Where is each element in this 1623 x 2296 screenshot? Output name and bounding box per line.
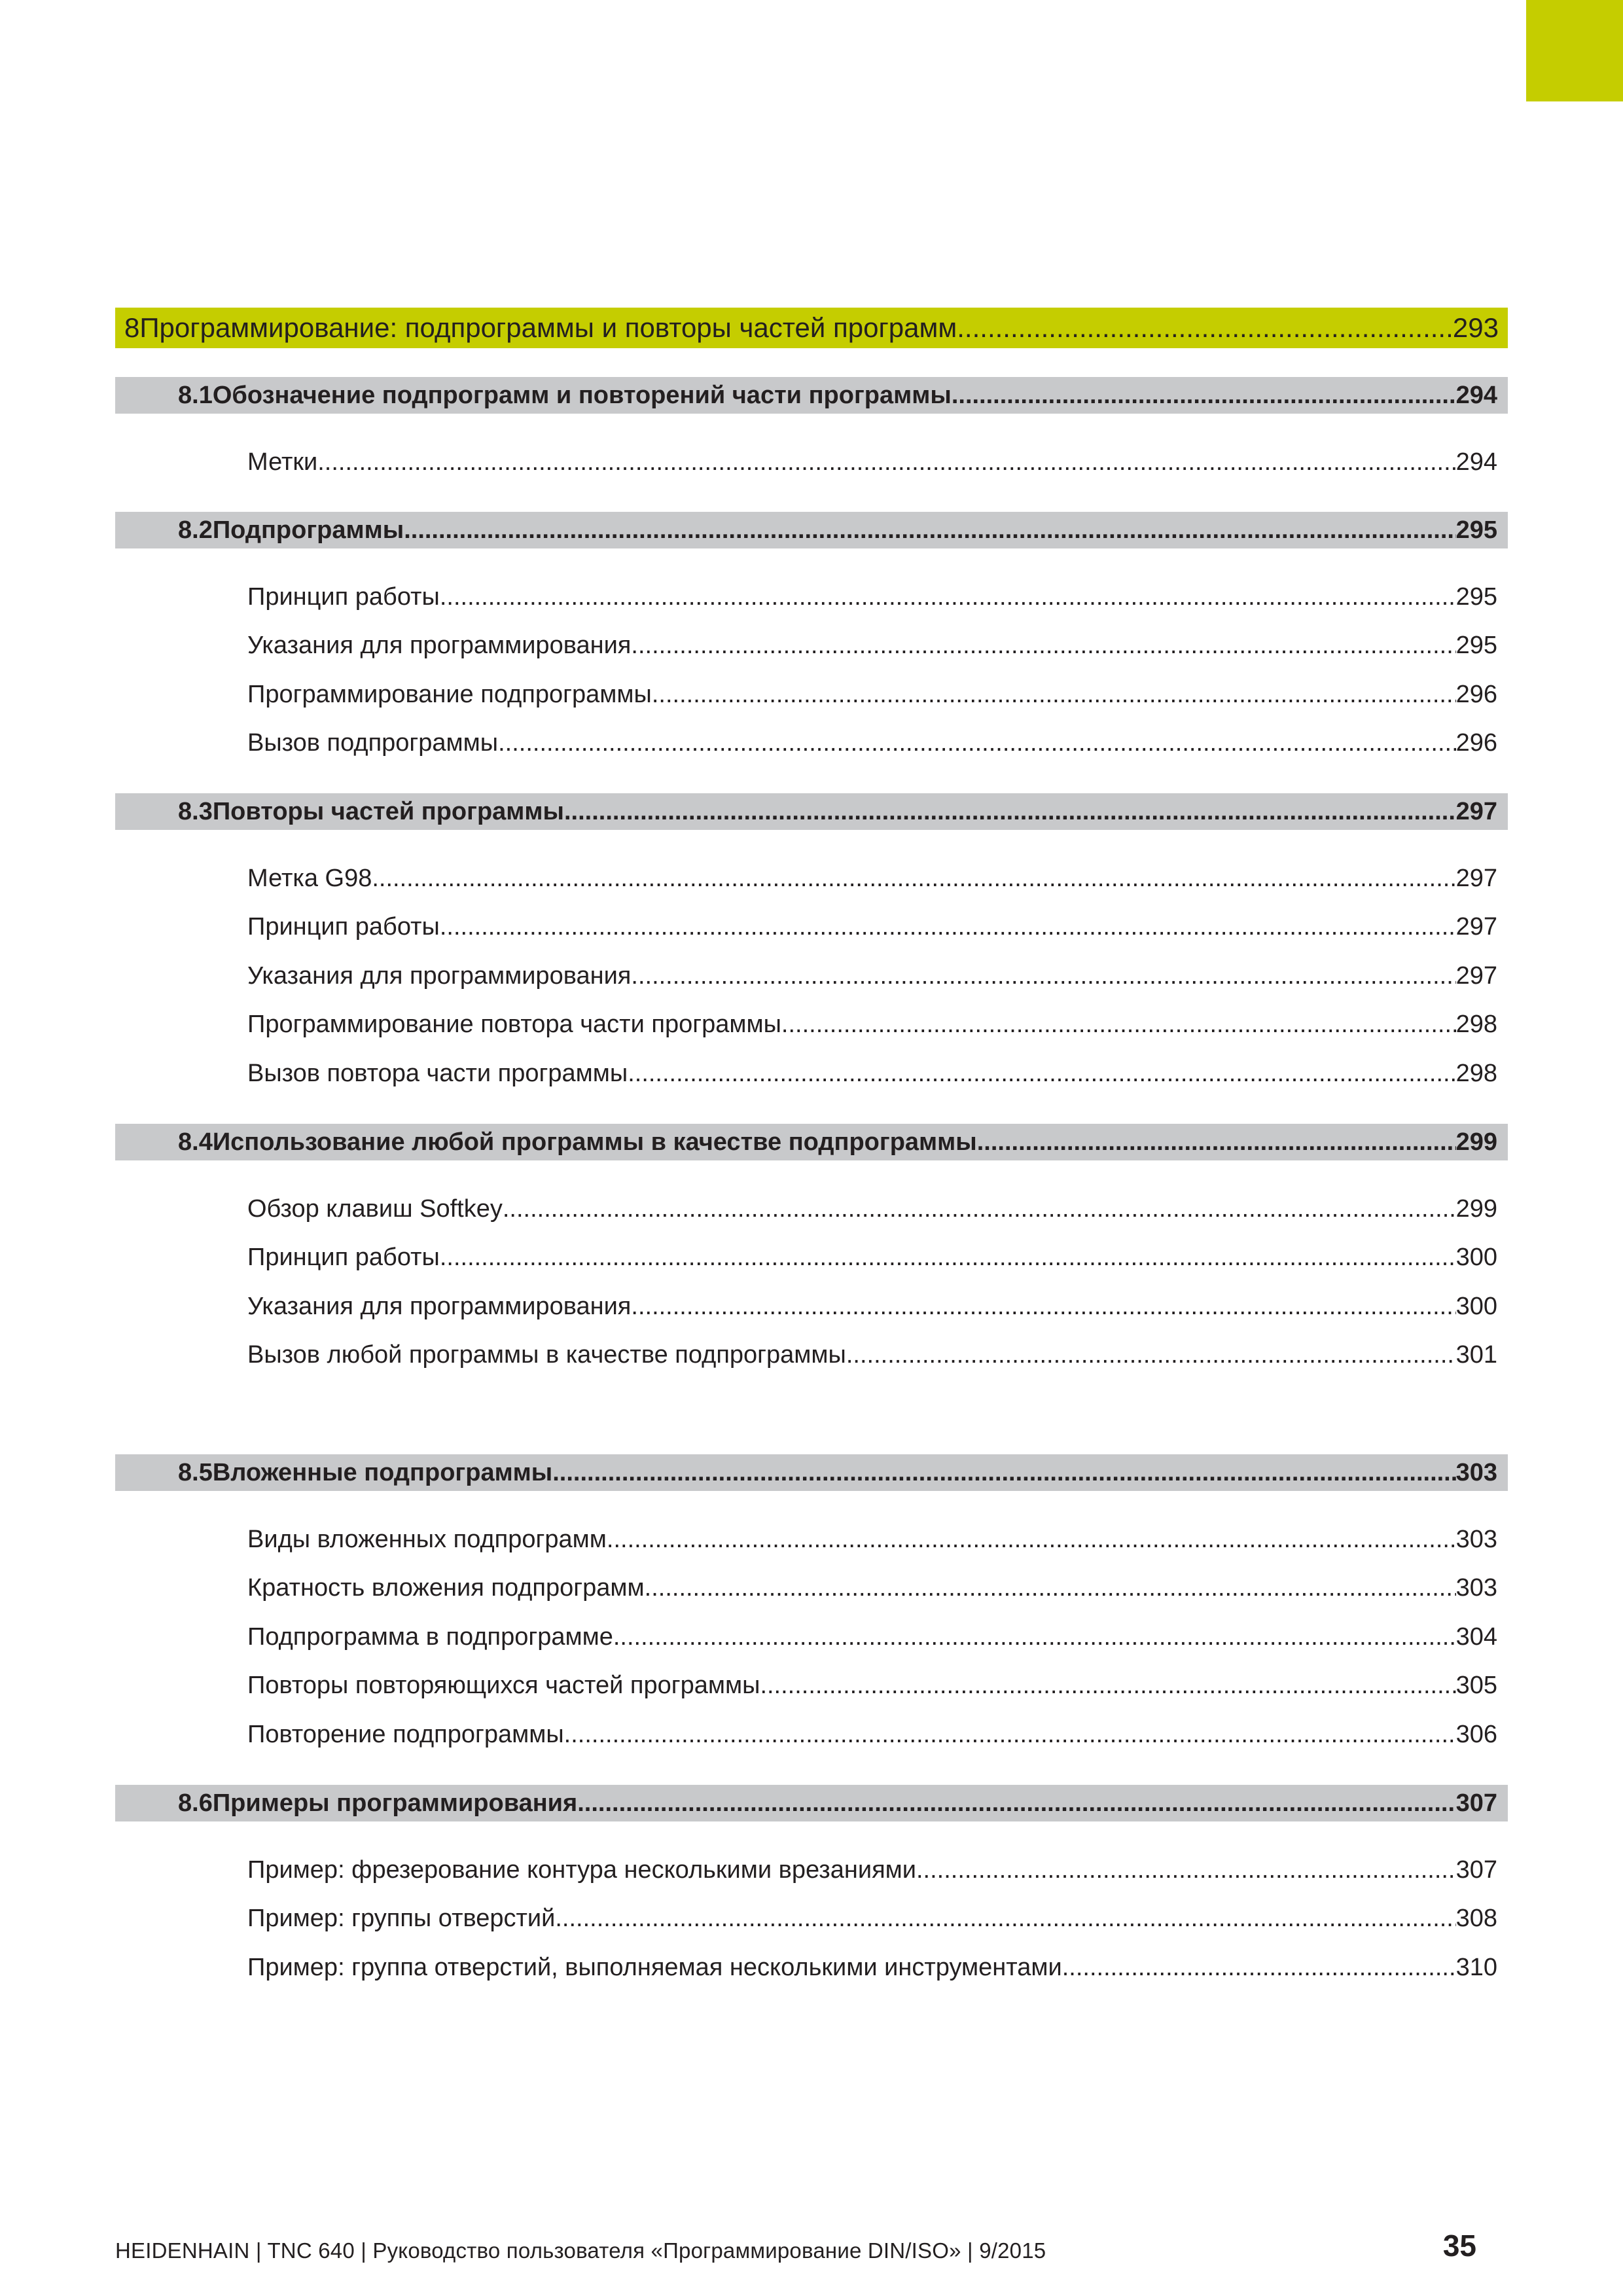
item-page: 296	[1455, 680, 1497, 708]
chapter-page: 293	[1452, 312, 1499, 343]
dot-leader	[552, 1459, 1455, 1487]
dot-leader	[498, 729, 1455, 757]
footer-text: HEIDENHAIN | TNC 640 | Руководство пользователя «Программирование DIN/ISO» | 9/2015	[115, 2238, 1046, 2263]
item-page: 297	[1455, 913, 1497, 941]
page-number: 35	[1442, 2229, 1476, 2263]
dot-leader	[631, 632, 1455, 660]
dot-leader	[372, 865, 1455, 893]
item-page: 305	[1455, 1672, 1497, 1699]
toc-item-row[interactable]	[115, 726, 1508, 761]
dot-leader	[631, 962, 1455, 990]
section-title: Примеры программирования	[212, 1789, 578, 1817]
chapter-title: Программирование: подпрограммы и повторы частей программ	[139, 312, 957, 343]
toc-item-row[interactable]	[115, 1338, 1508, 1372]
item-page: 308	[1455, 1905, 1497, 1932]
item-page: 307	[1455, 1856, 1497, 1884]
dot-leader	[781, 1011, 1456, 1039]
dot-leader	[607, 1526, 1456, 1554]
item-title: Принцип работы	[247, 1244, 440, 1271]
item-title: Обзор клавиш Softkey	[247, 1194, 503, 1223]
section-page: 307	[1455, 1789, 1497, 1817]
item-title: Вызов любой программы в качестве подпрограммы	[247, 1341, 846, 1369]
item-page: 295	[1455, 583, 1497, 611]
item-title: Указания для программирования	[247, 961, 632, 990]
item-title: Принцип работы	[247, 583, 440, 611]
toc-item-row[interactable]	[115, 959, 1508, 993]
toc-section-row[interactable]	[115, 793, 1508, 830]
item-page: 297	[1455, 864, 1497, 892]
item-title: Пример: фрезерование контура несколькими врезаниями	[247, 1856, 916, 1884]
toc-item-row[interactable]	[115, 1620, 1508, 1654]
dot-leader	[440, 1244, 1456, 1272]
dot-leader	[440, 583, 1456, 611]
dot-leader	[404, 516, 1455, 545]
item-page: 294	[1455, 448, 1497, 476]
item-title: Указания для программирования	[247, 632, 632, 659]
toc-section-row[interactable]	[115, 1454, 1508, 1491]
item-page: 299	[1455, 1194, 1497, 1223]
section-number: 8.5	[178, 1458, 213, 1486]
toc-item-row[interactable]	[115, 629, 1508, 663]
dot-leader	[613, 1623, 1456, 1651]
item-title: Пример: группа отверстий, выполняемая несколькими инструментами	[247, 1953, 1062, 1981]
toc-item-row[interactable]	[115, 910, 1508, 944]
item-title: Повторы повторяющихся частей программы	[247, 1672, 760, 1699]
section-number: 8.4	[178, 1128, 213, 1156]
toc-section-row[interactable]	[115, 1124, 1508, 1160]
toc-item-row[interactable]	[115, 1902, 1508, 1936]
item-page: 298	[1455, 1059, 1497, 1087]
toc-item-row[interactable]	[115, 1056, 1508, 1090]
toc-item-row[interactable]	[115, 580, 1508, 614]
section-page: 299	[1455, 1128, 1497, 1156]
dot-leader	[645, 1574, 1456, 1602]
dot-leader	[957, 312, 1453, 344]
chapter-color-tab	[1526, 0, 1623, 101]
section-number: 8.3	[178, 797, 213, 825]
item-page: 303	[1455, 1525, 1497, 1553]
item-title: Вызов повтора части программы	[247, 1059, 628, 1087]
dot-leader	[577, 1789, 1455, 1818]
section-title: Обозначение подпрограмм и повторений части программы	[212, 381, 952, 409]
dot-leader	[555, 1905, 1455, 1933]
toc-item-row[interactable]	[115, 1717, 1508, 1751]
item-page: 295	[1455, 632, 1497, 659]
section-page: 294	[1455, 381, 1497, 409]
section-number: 8.1	[178, 381, 213, 409]
item-page: 306	[1455, 1720, 1497, 1748]
item-title: Кратность вложения подпрограмм	[247, 1574, 645, 1602]
item-page: 300	[1455, 1292, 1497, 1320]
item-page: 296	[1455, 729, 1497, 757]
dot-leader	[652, 681, 1456, 709]
section-title: Повторы частей программы	[212, 797, 564, 825]
toc-item-row[interactable]	[115, 1192, 1508, 1226]
dot-leader	[916, 1856, 1456, 1884]
section-number: 8.6	[178, 1789, 213, 1817]
toc-item-row[interactable]	[115, 677, 1508, 711]
page-footer	[115, 2224, 1476, 2263]
item-title: Виды вложенных подпрограмм	[247, 1525, 607, 1553]
toc-item-row[interactable]	[115, 1669, 1508, 1703]
toc-item-row[interactable]	[115, 1853, 1508, 1887]
toc-section-row[interactable]	[115, 1785, 1508, 1821]
toc-item-row[interactable]	[115, 1950, 1508, 1984]
item-title: Программирование подпрограммы	[247, 680, 652, 708]
dot-leader	[628, 1060, 1455, 1088]
dot-leader	[977, 1128, 1456, 1157]
item-title: Принцип работы	[247, 913, 440, 941]
toc-item-row[interactable]	[115, 1522, 1508, 1556]
section-number: 8.2	[178, 516, 213, 544]
item-title: Повторение подпрограммы	[247, 1720, 564, 1748]
item-title: Указания для программирования	[247, 1292, 632, 1320]
item-title: Метка G98	[247, 864, 372, 892]
dot-leader	[317, 448, 1455, 476]
item-page: 310	[1455, 1953, 1497, 1981]
section-page: 303	[1455, 1458, 1497, 1486]
toc-chapter-row[interactable]	[115, 308, 1508, 348]
toc-section-row[interactable]	[115, 377, 1508, 414]
dot-leader	[760, 1672, 1455, 1700]
dot-leader	[631, 1293, 1455, 1321]
dot-leader	[952, 382, 1456, 410]
toc-item-row[interactable]	[115, 445, 1508, 479]
toc-item-row[interactable]	[115, 1571, 1508, 1605]
section-page: 297	[1455, 797, 1497, 825]
section-title: Использование любой программы в качестве подпрограммы	[212, 1128, 977, 1156]
item-title: Пример: группы отверстий	[247, 1905, 556, 1932]
toc-item-row[interactable]	[115, 1008, 1508, 1042]
dot-leader	[1062, 1954, 1456, 1982]
toc-section-row[interactable]	[115, 512, 1508, 548]
item-page: 297	[1455, 961, 1497, 990]
toc-item-row[interactable]	[115, 861, 1508, 895]
item-page: 304	[1455, 1623, 1497, 1651]
dot-leader	[564, 798, 1456, 826]
item-title: Вызов подпрограммы	[247, 729, 499, 757]
item-page: 298	[1455, 1011, 1497, 1038]
item-title: Метки	[247, 448, 318, 476]
item-page: 303	[1455, 1574, 1497, 1602]
dot-leader	[564, 1721, 1456, 1749]
item-page: 300	[1455, 1244, 1497, 1271]
dot-leader	[440, 913, 1456, 941]
dot-leader	[846, 1341, 1456, 1369]
item-title: Подпрограмма в подпрограмме	[247, 1623, 613, 1651]
chapter-number: 8	[124, 312, 140, 343]
item-title: Программирование повтора части программы	[247, 1011, 781, 1038]
toc-item-row[interactable]	[115, 1241, 1508, 1275]
section-title: Вложенные подпрограммы	[212, 1458, 553, 1486]
toc-item-row[interactable]	[115, 1289, 1508, 1323]
section-title: Подпрограммы	[212, 516, 404, 544]
section-page: 295	[1455, 516, 1497, 544]
dot-leader	[503, 1195, 1456, 1223]
item-page: 301	[1455, 1341, 1497, 1369]
